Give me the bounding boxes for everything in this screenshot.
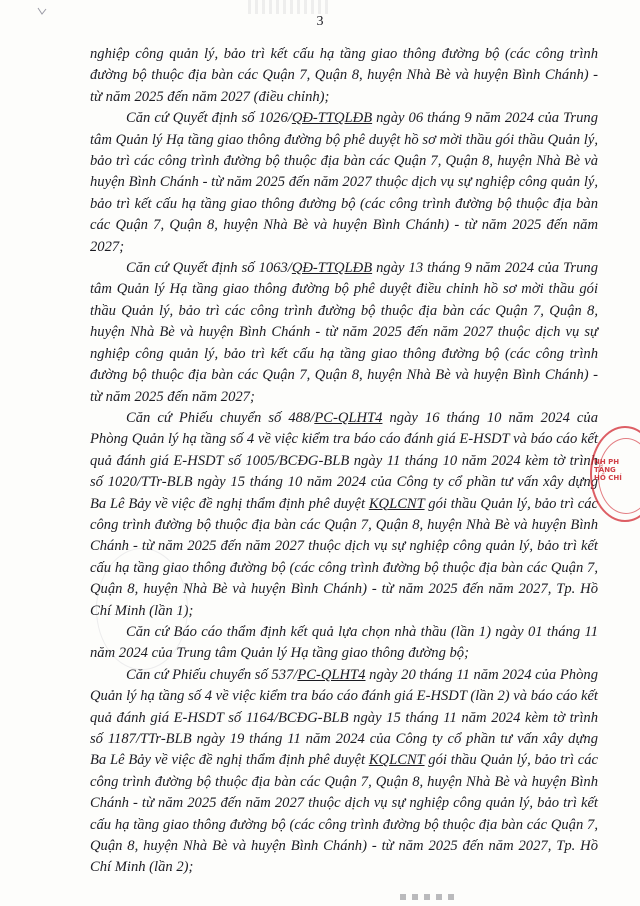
text-segment: Căn cứ Phiếu chuyển số 537/ xyxy=(126,666,298,683)
underlined-code: KQLCNT xyxy=(368,752,425,769)
text-segment: Căn cứ Báo cáo thẩm định kết quả lựa chọn nhà thầu (lần 1) ngày 01 tháng 11 năm 2024 của Trung tâm Quản lý Hạ tầng giao thông đường bộ; xyxy=(90,623,598,662)
paragraph-p5 xyxy=(90,665,598,879)
faint-seal-watermark xyxy=(96,548,188,670)
scan-artifact xyxy=(248,0,328,14)
text-segment: Căn cứ Phiếu chuyển số 488/ xyxy=(126,409,315,426)
underlined-code: KQLCNT xyxy=(368,495,425,512)
page-number: 3 xyxy=(316,14,324,29)
text-segment: gói thầu Quản lý, bảo trì các công trình đường bộ thuộc địa bàn các Quận 7, Quận 8, huyện Nhà Bè và huyện Bình Chánh - từ năm 2025 đến năm 2027 thuộc dịch vụ sự nghiệp công quản lý, bảo trì kết cấu hạ tầng giao thông đường bộ (các công trình đường bộ thuộc địa bàn các Quận 7, Quận 8, huyện Nhà Bè và huyện Bình Chánh) - từ năm 2025 đến năm 2027, Tp. Hồ Chí Minh (lần 1); xyxy=(90,495,598,619)
text-segment: ngày 16 tháng 10 năm 2024 của Phòng Quản lý hạ tầng số 4 về việc kiểm tra báo cáo đánh giá E-HSDT và báo cáo kết quả đánh giá E-HSDT số 1005/BCĐG-BLB ngày 11 tháng 10 năm 2024 kèm tờ trình số 1020/TTr-BLB ngày 15 tháng 10 năm 2024 của Công ty cổ phần tư vấn xây dựng Ba Lê Bảy về việc đề nghị thẩm định phê duyệt xyxy=(90,409,598,512)
text-segment: gói thầu Quản lý, bảo trì các công trình đường bộ thuộc địa bàn các Quận 7, Quận 8, huyện Nhà Bè và huyện Bình Chánh - từ năm 2025 đến năm 2027 thuộc dịch vụ sự nghiệp công quản lý, bảo trì kết cấu hạ tầng giao thông đường bộ (các công trình đường bộ thuộc địa bàn các Quận 7, Quận 8, huyện Nhà Bè và huyện Bình Chánh) - từ năm 2025 đến năm 2027, Tp. Hồ Chí Minh (lần 2); xyxy=(90,752,598,876)
document-body xyxy=(90,44,598,879)
text-segment: ngày 13 tháng 9 năm 2024 của Trung tâm Quản lý Hạ tầng giao thông đường bộ phê duyệt điều chỉnh hồ sơ mời thầu gói thầu Quản lý, bảo trì các công trình đường bộ thuộc địa bàn các Quận 7, Quận 8, huyện Nhà Bè và huyện Bình Chánh - từ năm 2025 đến năm 2027 thuộc dịch vụ sự nghiệp công quản lý, bảo trì kết cấu hạ tầng giao thông đường bộ (các công trình đường bộ thuộc địa bàn các Quận 7, Quận 8, huyện Nhà Bè và huyện Bình Chánh) - từ năm 2025 đến năm 2027; xyxy=(90,260,598,405)
text-segment: Căn cứ Quyết định số 1026/ xyxy=(126,110,292,127)
underlined-code: QĐ-TTQLĐB xyxy=(291,110,373,127)
paragraph-p0 xyxy=(90,44,598,108)
seal-text: NH PH TẦNG HỒ CHÍ xyxy=(594,458,622,482)
underlined-code: PC-QLHT4 xyxy=(297,666,366,683)
text-segment: ngày 20 tháng 11 năm 2024 của Phòng Quản lý hạ tầng số 4 về việc kiểm tra báo cáo đánh giá E-HSDT (lần 2) và báo cáo kết quả đánh giá E-HSDT số 1164/BCĐG-BLB ngày 15 tháng 11 năm 2024 kèm tờ trình số 1187/TTr-BLB ngày 19 tháng 11 năm 2024 của Công ty cổ phần tư vấn xây dựng Ba Lê Bảy về việc đề nghị thẩm định phê duyệt xyxy=(90,666,598,769)
text-segment: nghiệp công quản lý, bảo trì kết cấu hạ tầng giao thông đường bộ (các công trình đường bộ thuộc địa bàn các Quận 7, Quận 8, huyện Nhà Bè và huyện Bình Chánh) - từ năm 2025 đến năm 2027 (điều chỉnh); xyxy=(90,46,598,105)
text-segment: ngày 06 tháng 9 năm 2024 của Trung tâm Quản lý Hạ tầng giao thông đường bộ phê duyệt hồ sơ mời thầu gói thầu Quản lý, bảo trì các công trình đường bộ thuộc địa bàn các Quận 7, Quận 8, huyện Nhà Bè và huyện Bình Chánh - từ năm 2025 đến năm 2027 thuộc dịch vụ sự nghiệp công quản lý, bảo trì kết cấu hạ tầng giao thông đường bộ (các công trình đường bộ thuộc địa bàn các Quận 7, Quận 8, huyện Nhà Bè và huyện Bình Chánh) - từ năm 2025 đến năm 2027; xyxy=(90,110,598,255)
underlined-code: PC-QLHT4 xyxy=(314,409,383,426)
scan-artifact-bottom xyxy=(400,894,460,900)
paragraph-p2 xyxy=(90,258,598,408)
underlined-code: QĐ-TTQLĐB xyxy=(291,260,373,277)
text-segment: Căn cứ Quyết định số 1063/ xyxy=(126,260,292,277)
paragraph-p1 xyxy=(90,108,598,258)
